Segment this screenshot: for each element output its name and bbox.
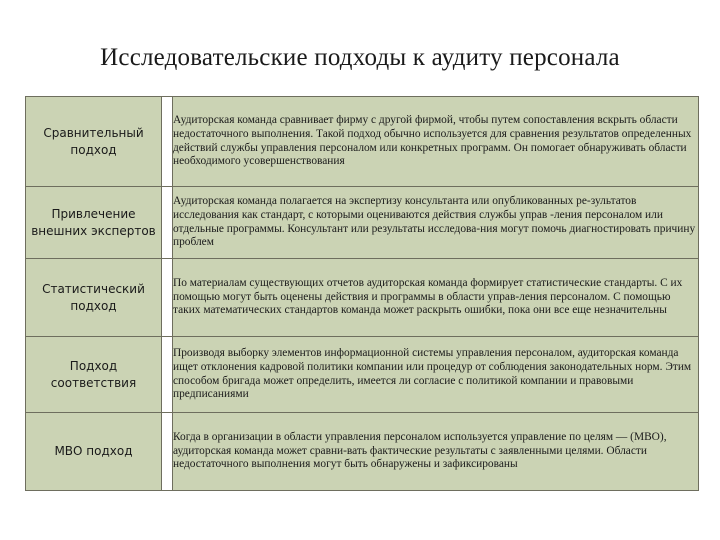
page-title: Исследовательские подходы к аудиту персонала [100, 44, 620, 71]
row-description: Аудиторская команда сравнивает фирму с другой фирмой, чтобы путем сопоставления вскрыть области недостаточного выполнения. Такой подход обычно используется для сравнения результатов определенных действий службы управления персоналом или конкретных программ. Он помогает обнаруживать области необходимого усовершенствования [173, 114, 692, 168]
row-description-cell [173, 187, 699, 259]
row-spacer [162, 97, 173, 187]
row-label: МВО подход [54, 444, 133, 458]
row-description: Аудиторская команда полагается на экспертизу консультанта или опубликованных ре-зультатов исследования как стандарт, с которыми оцениваются действия службы управ -ления персоналом или отдельные программы. Консультант или результаты исследова-ния могут помочь диагностировать причину проблем [173, 195, 696, 249]
row-label-cell [26, 413, 162, 491]
table-row-mbo [26, 413, 699, 491]
row-label: Привлечение внешних экспертов [31, 206, 156, 238]
table-row-statistical [26, 259, 699, 337]
row-label: Подход соответствия [50, 358, 137, 390]
row-description: По материалам существующих отчетов аудиторская команда формирует статистические стандарты. С их помощью могут быть оценены действия и программы в области управ-ления персоналом. С помощью таких математических стандартов команда может раскрыть ошибки, пока они все еще незначительны [173, 277, 683, 317]
row-label-cell [26, 187, 162, 259]
table-row-experts [26, 187, 699, 259]
row-label-cell [26, 97, 162, 187]
row-description-cell [173, 413, 699, 491]
row-label-cell [26, 337, 162, 413]
table-row-compliance [26, 337, 699, 413]
table-row-comparative [26, 97, 699, 187]
row-description-cell [173, 337, 699, 413]
row-label: Статистический подход [42, 281, 145, 313]
row-label-cell [26, 259, 162, 337]
row-spacer [162, 259, 173, 337]
row-description: Когда в организации в области управления персоналом используется управление по целям — (МВО), аудиторская команда может сравни-вать фактические результаты с заявленными целями. Области недостаточного выполнения могут быть обнаружены и зафиксированы [173, 431, 667, 471]
row-spacer [162, 187, 173, 259]
row-spacer [162, 413, 173, 491]
row-description: Производя выборку элементов информационной системы управления персоналом, аудиторская команда ищет отклонения кадровой политики компании или процедур от соблюдения законодательных норм. Этим способом бригада может определить, имеется ли согласие с политикой компании и правовыми предписаниями [173, 347, 692, 401]
row-spacer [162, 337, 173, 413]
row-description-cell [173, 97, 699, 187]
row-label: Сравнительный подход [43, 125, 144, 157]
approaches-table [25, 96, 699, 491]
row-description-cell [173, 259, 699, 337]
